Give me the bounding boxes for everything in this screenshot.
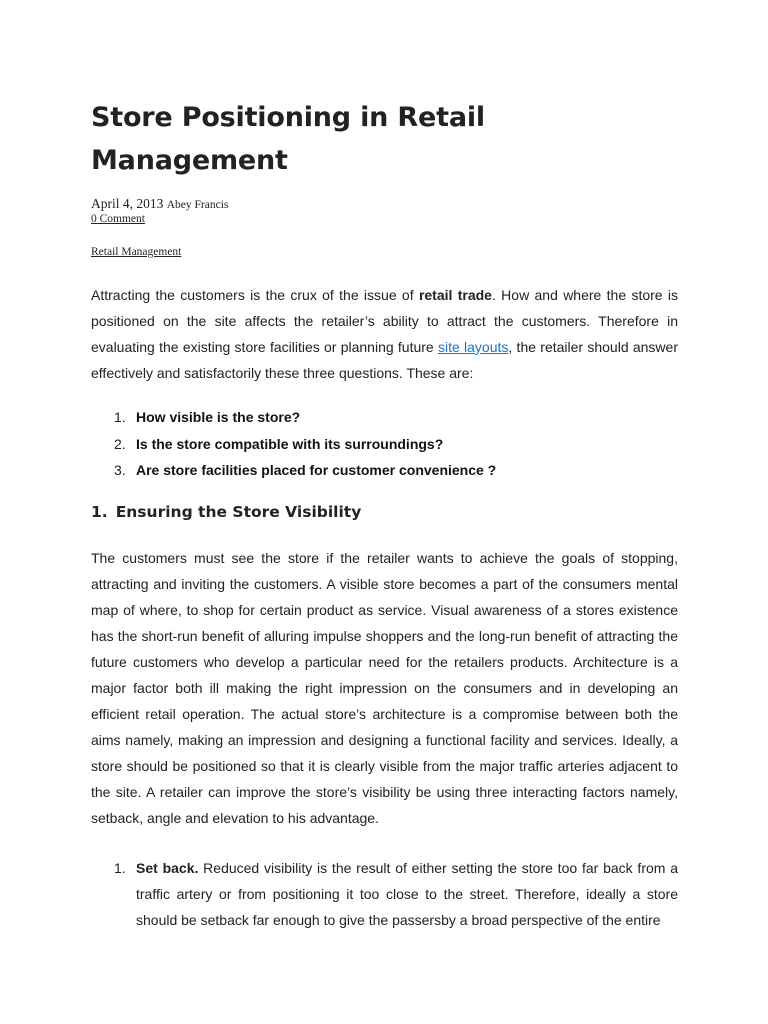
list-item (91, 855, 678, 933)
post-author[interactable]: Abey Francis (166, 199, 229, 211)
factor-description: Reduced visibility is the result of either setting the store too far back from a traffic artery or from positioning it too close to the street. Therefore, ideally a store should be setback far enough to give the passersby a broad perspective of the entire (136, 860, 679, 928)
list-item-text: How visible is the store? (136, 409, 301, 425)
list-item (91, 457, 678, 484)
section-heading (91, 500, 361, 524)
list-item-number: 1. (114, 860, 126, 876)
intro-text-2: . How and where the store is positioned on the site affects the retailer’s ability to attract the customers. Therefore in evaluating the existing store facilities or planning future (91, 287, 678, 355)
site-layouts-link[interactable]: site layouts (437, 339, 509, 355)
category-link[interactable]: Retail Management (91, 246, 182, 258)
factors-list (91, 855, 678, 933)
intro-text-1: Attracting the customers is the crux of the issue of (91, 287, 419, 303)
section-paragraph: The customers must see the store if the retailer wants to achieve the goals of stopping, attracting and inviting the customers. A visible store becomes a part of the consumers mental map of where, to shop for certain product as service. Visual awareness of a stores existence has the short-run benefit of alluring impulse shoppers and the long-run benefit of attracting the future customers who develop a particular need for the retailers products. Architecture is a major factor both ill making the right impression on the consumers and in developing an efficient retail operation. The actual store’s architecture is a compromise between both the aims namely, making an impression and designing a functional facility and services. Ideally, a store should be positioned so that it is clearly visible from the major traffic arteries adjacent to the site. A retailer can improve the store’s visibility be using three interacting factors namely, setback, angle and elevation to his advantage. (91, 550, 678, 826)
list-item-number: 2. (114, 435, 126, 452)
intro-paragraph (91, 282, 678, 386)
list-item (91, 431, 678, 458)
page-title: Store Positioning in Retail Management (91, 102, 485, 176)
questions-list (91, 404, 678, 484)
post-meta (91, 196, 228, 213)
list-item-text (136, 855, 678, 933)
list-item-text: Is the store compatible with its surroundings? (136, 435, 444, 452)
intro-text-3: , the retailer should answer effectively and satisfactorily these three questions. These are: (91, 339, 678, 381)
post-date: April 4, 2013 (91, 196, 164, 211)
section-number: 1. (91, 503, 108, 521)
list-item (91, 404, 678, 431)
comment-count-link[interactable]: 0 Comment (91, 213, 145, 225)
intro-bold-term: retail trade (418, 287, 492, 303)
list-item-text: Are store facilities placed for customer convenience ? (136, 462, 497, 478)
list-item-number: 1. (114, 409, 126, 425)
section-title: Ensuring the Store Visibility (115, 503, 362, 521)
factor-label: Set back. (136, 860, 199, 876)
list-item-number: 3. (114, 462, 126, 478)
